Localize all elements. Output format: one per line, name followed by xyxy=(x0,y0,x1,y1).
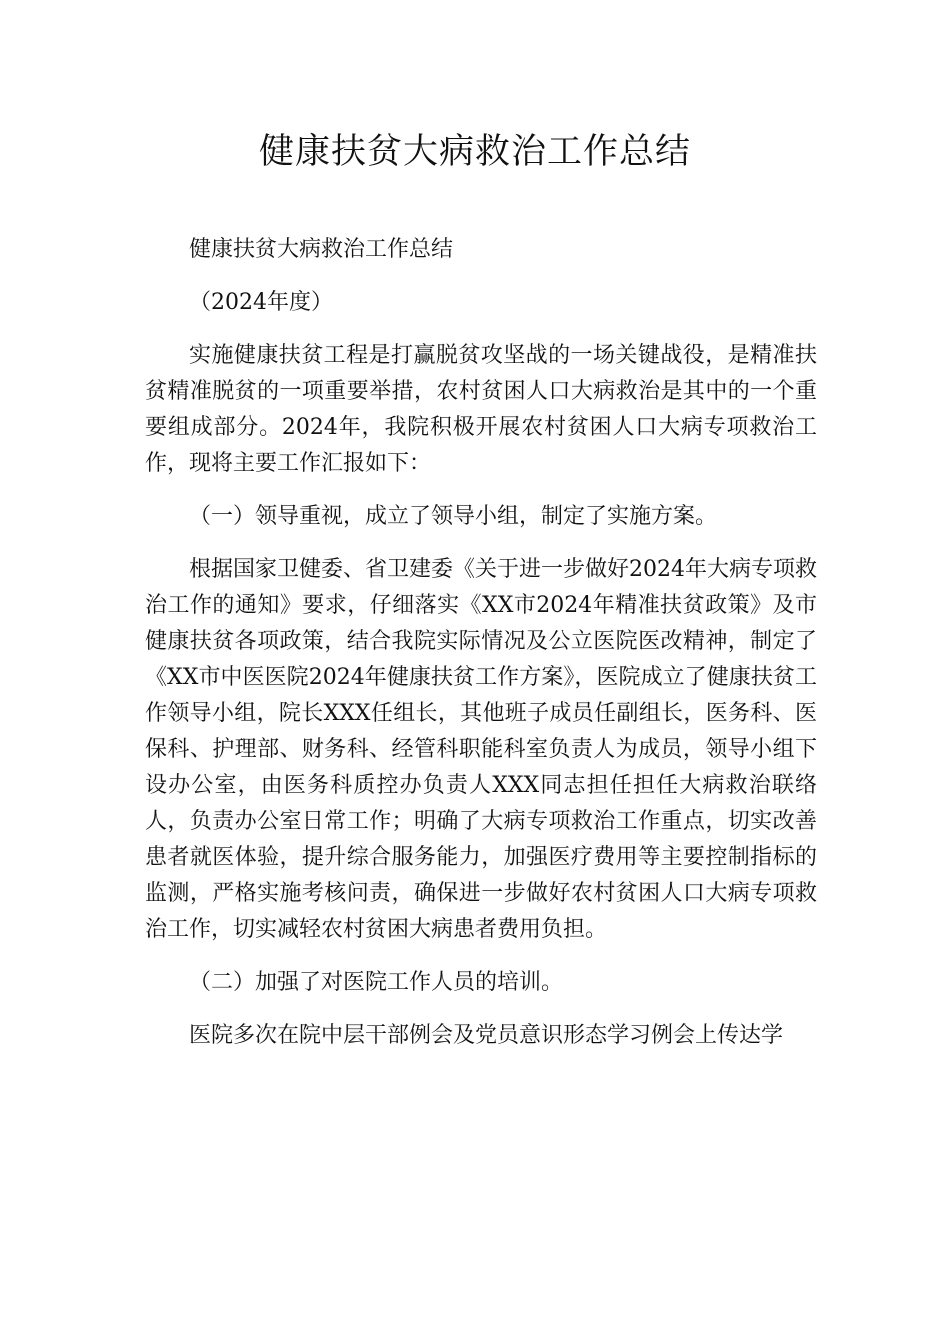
document-body xyxy=(145,232,817,1071)
year-label: （2024年度） xyxy=(189,290,333,315)
document-title: 健康扶贫大病救治工作总结 xyxy=(258,132,691,172)
section-2-heading: （二）加强了对医院工作人员的培训。 xyxy=(189,970,564,995)
section-2-paragraph: 医院多次在院中层干部例会及党员意识形态学习例会上传达学 xyxy=(189,1023,784,1048)
section-1-heading: （一）领导重视，成立了领导小组，制定了实施方案。 xyxy=(189,504,718,529)
section-1-paragraph: 根据国家卫健委、省卫建委《关于进一步做好2024年大病专项救治工作的通知》要求，仔细落实《XX市2024年精准扶贫政策》及市健康扶贫各项政策，结合我院实际情况及公立医院医改精神，制定了《XX市中医医院2024年健康扶贫工作方案》，医院成立了健康扶贫工作领导小组，院长XXX任组长，其他班子成员任副组长，医务科、医保科、护理部、财务科、经管科职能科室负责人为成员，领导小组下设办公室，由医务科质控办负责人XXX同志担任担任大病救治联络人，负责办公室日常工作；明确了大病专项救治工作重点，切实改善患者就医体验，提升综合服务能力，加强医疗费用等主要控制指标的监测，严格实施考核问责，确保进一步做好农村贫困人口大病专项救治工作，切实减轻农村贫困大病患者费用负担。 xyxy=(145,557,817,942)
body-subtitle: 健康扶贫大病救治工作总结 xyxy=(189,237,454,262)
intro-paragraph: 实施健康扶贫工程是打赢脱贫攻坚战的一场关键战役，是精准扶贫精准脱贫的一项重要举措，农村贫困人口大病救治是其中的一个重要组成部分。2024年，我院积极开展农村贫困人口大病专项救治工作，现将主要工作汇报如下： xyxy=(145,343,817,476)
